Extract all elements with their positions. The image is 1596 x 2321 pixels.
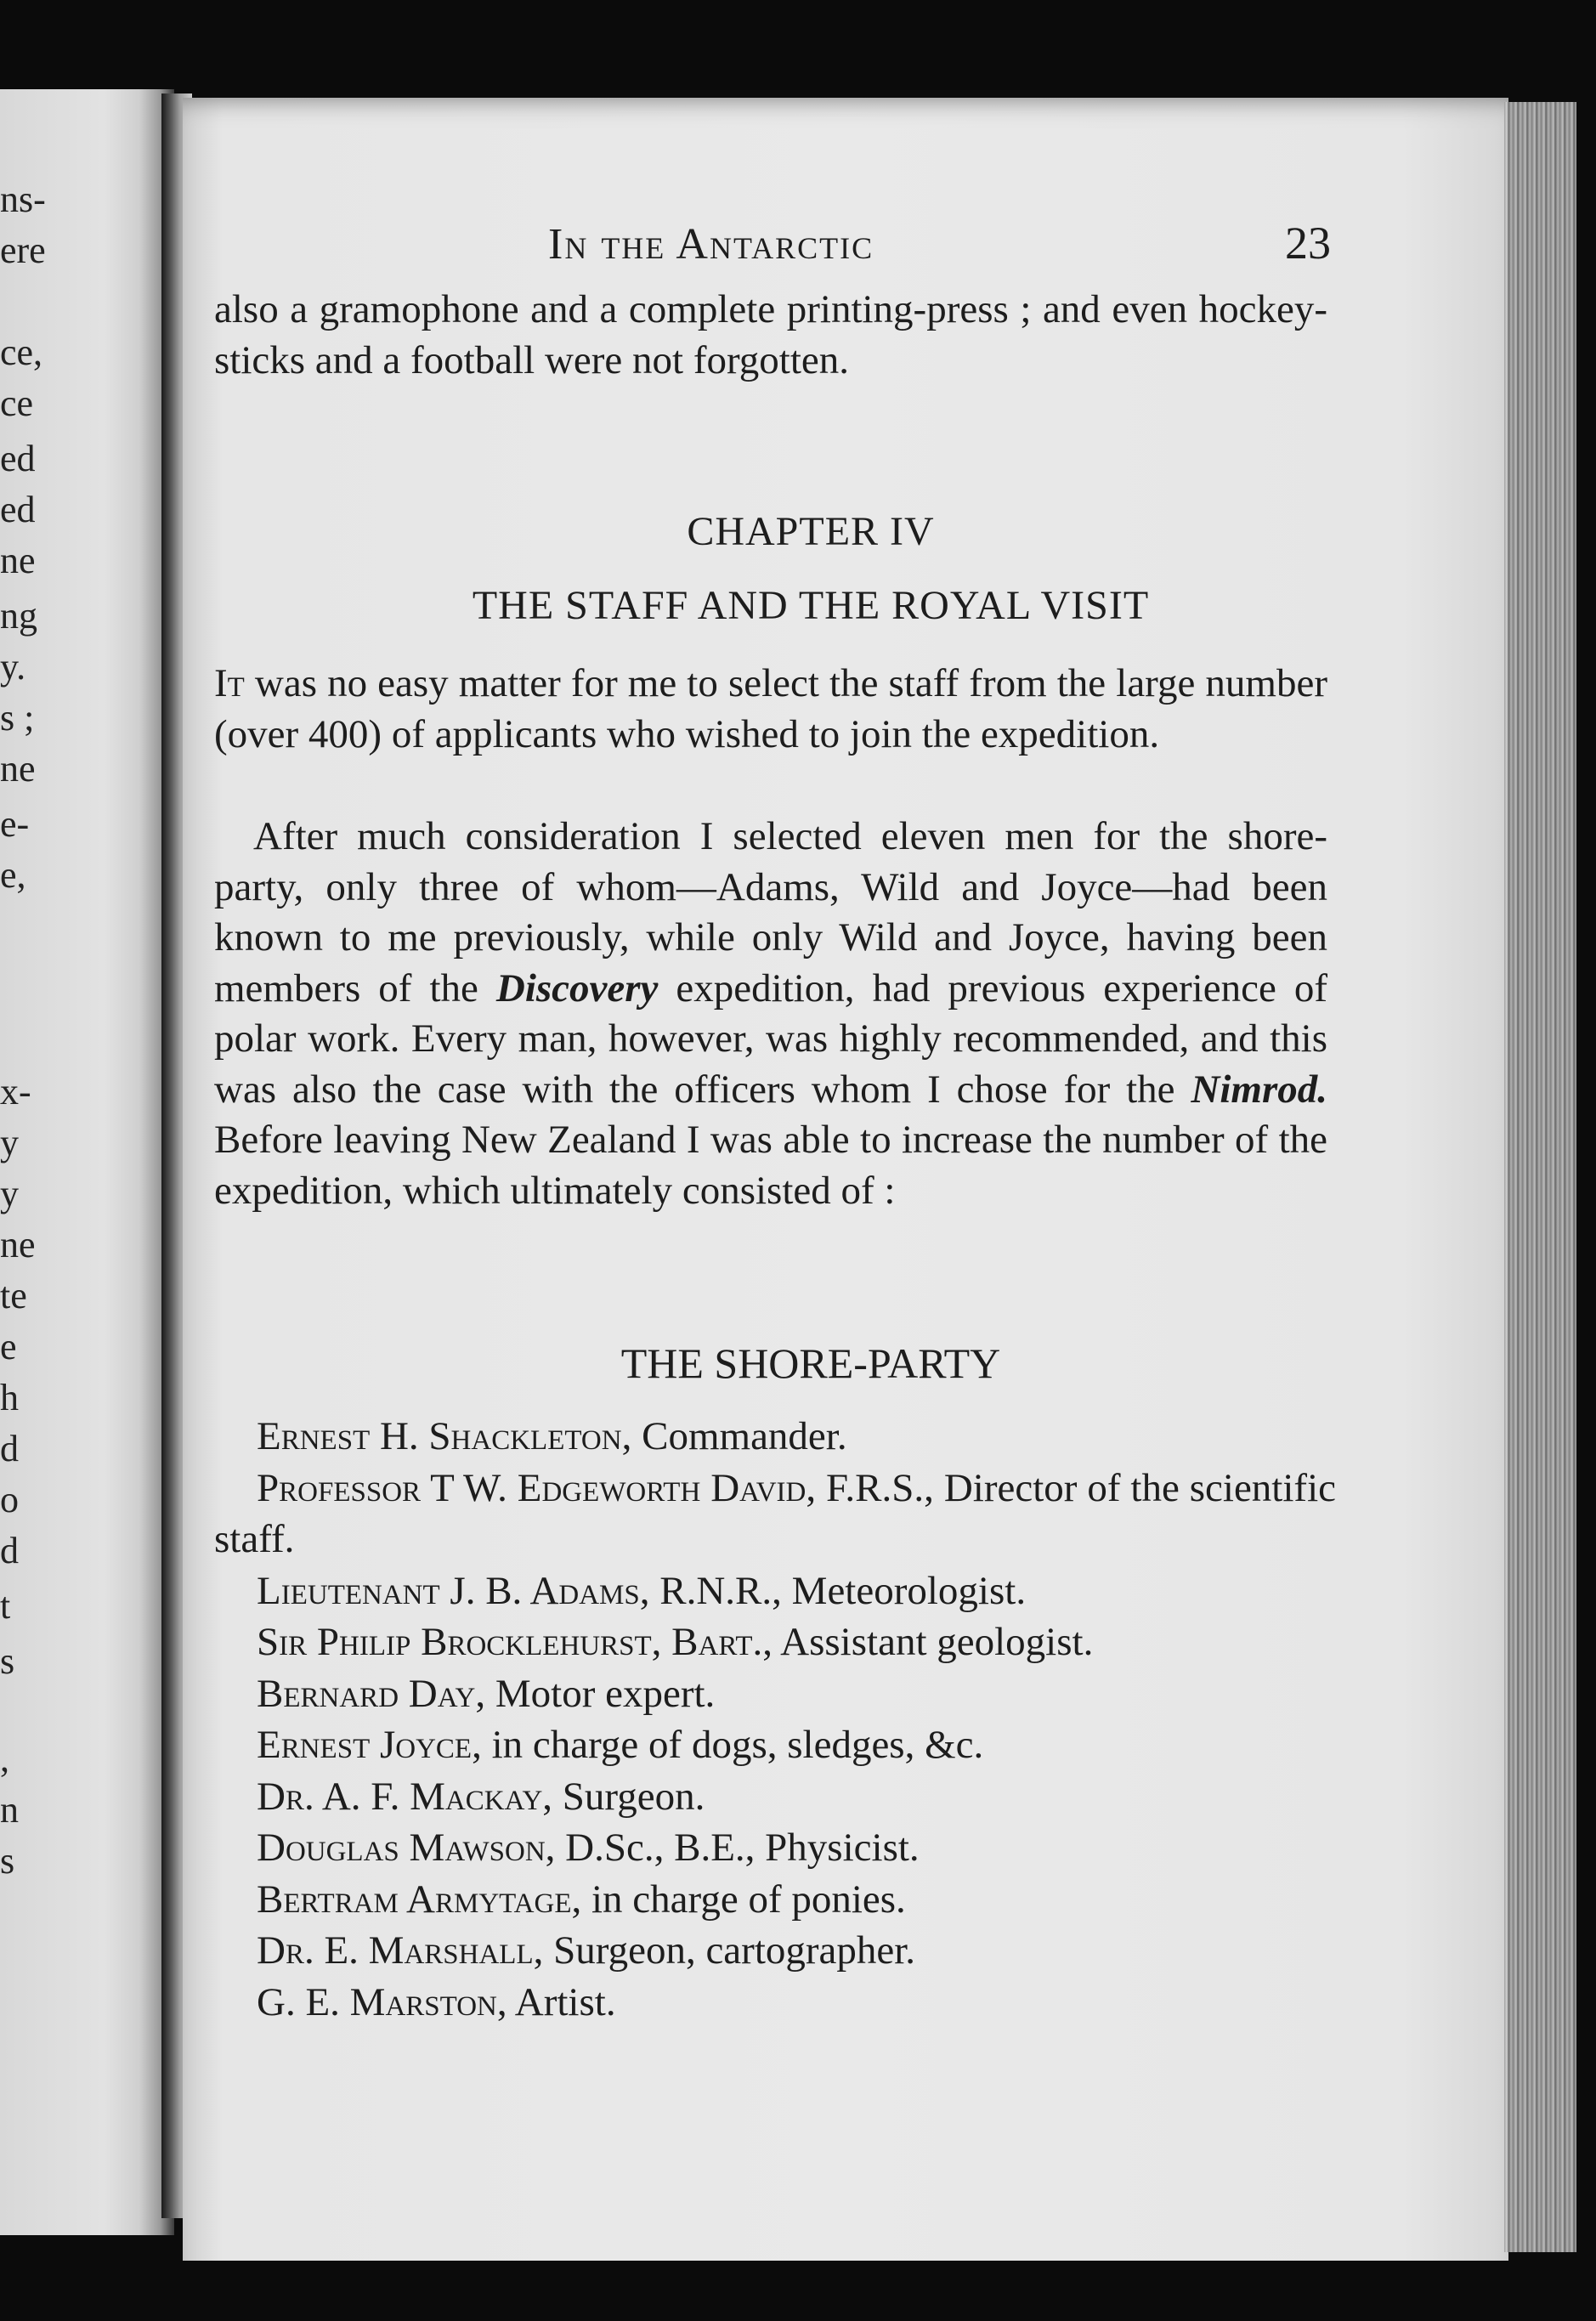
member-role: , Motor expert. — [475, 1671, 716, 1716]
member-role: , R.N.R., Meteorologist. — [639, 1568, 1027, 1613]
running-title: In the Antarctic — [548, 220, 874, 269]
previous-page-fragment: ed — [0, 438, 36, 479]
member-name: Bernard Day — [257, 1671, 476, 1716]
paragraph-lead-word: It — [214, 661, 245, 705]
shore-party-title: THE SHORE-PARTY — [620, 1339, 1001, 1387]
shore-party-member — [214, 1977, 1336, 2029]
member-name: Professor T W. Edgeworth David — [257, 1465, 806, 1510]
shore-party-member — [214, 1668, 1336, 1720]
paragraph-body: was no easy matter for me to select the staff from the large number (over 400) of applicants who wished to join the expedition. — [214, 661, 1327, 756]
ship-name-discovery: Discovery — [495, 965, 659, 1010]
ship-name-nimrod: Nimrod. — [1191, 1067, 1327, 1112]
previous-page-fragment: t — [0, 1585, 11, 1627]
shore-party-list — [214, 1411, 1336, 2028]
shore-party-member — [214, 1771, 1336, 1823]
shore-party-member — [214, 1411, 1336, 1463]
member-name: G. E. Marston — [257, 1979, 497, 2024]
shore-party-member — [214, 1874, 1336, 1926]
previous-page-fragment: , — [0, 1738, 9, 1780]
previous-page-fragment: d — [0, 1530, 19, 1571]
member-name: Dr. E. Marshall — [257, 1928, 534, 1973]
previous-page-fragment: e, — [0, 854, 26, 896]
member-name: Douglas Mawson — [257, 1826, 546, 1870]
member-role: , Surgeon, cartographer. — [533, 1928, 916, 1973]
member-role: , Commander. — [621, 1414, 847, 1458]
previous-page-fragment: n — [0, 1789, 19, 1831]
previous-page-fragment: e- — [0, 803, 30, 845]
chapter-number: CHAPTER IV — [687, 509, 935, 554]
previous-page-fragment: d — [0, 1428, 19, 1469]
previous-page-fragment: ce, — [0, 331, 43, 373]
member-name: Ernest H. Shackleton — [257, 1414, 622, 1458]
chapter-title: THE STAFF AND THE ROYAL VISIT — [472, 583, 1150, 628]
member-name: Ernest Joyce — [257, 1723, 473, 1767]
previous-page-fragment: x- — [0, 1071, 31, 1112]
member-name: Bertram Armytage — [257, 1877, 572, 1922]
previous-page-fragment: ce — [0, 382, 34, 424]
previous-page-fragment: s — [0, 1640, 15, 1682]
shore-party-member — [214, 1822, 1336, 1874]
previous-page-fragment: h — [0, 1377, 19, 1418]
previous-page-fragment: ns- — [0, 178, 46, 220]
previous-page — [0, 89, 174, 2235]
opening-paragraph: also a gramophone and a complete printing-press ; and even hockey-sticks and a football were not forgotten. — [214, 287, 1327, 382]
shore-party-member — [214, 1925, 1336, 1977]
previous-page-fragment: e — [0, 1326, 17, 1367]
member-role: , D.Sc., B.E., Physicist. — [545, 1826, 920, 1870]
shore-party-member — [214, 1565, 1336, 1617]
previous-page-fragment: y. — [0, 646, 26, 688]
paragraph-part-1: After much consideration I selected eleven men for the shore-party, only three of whom—Adams, Wild and Joyce—had been known to me previously, while only Wild and Joyce, having been members of the — [214, 814, 1327, 1010]
previous-page-fragment: s — [0, 1840, 15, 1882]
page-number: 23 — [1285, 218, 1331, 269]
member-role: , in charge of dogs, sledges, &c. — [472, 1723, 984, 1767]
shore-party-member — [214, 1616, 1336, 1668]
previous-page-fragment: y — [0, 1122, 19, 1163]
previous-page-fragment: ne — [0, 748, 36, 790]
previous-page-fragment: ne — [0, 1224, 36, 1265]
paragraph-part-3: Before leaving New Zealand I was able to increase the number of the expedition, which ultimately consisted of : — [214, 1118, 1327, 1213]
previous-page-fragment: te — [0, 1275, 27, 1316]
previous-page-fragment: ed — [0, 489, 36, 530]
previous-page-fragment: ng — [0, 595, 37, 637]
previous-page-fragment: y — [0, 1173, 19, 1214]
shore-party-member — [214, 1719, 1336, 1771]
member-role: , Surgeon. — [542, 1774, 705, 1819]
member-role: , F.R.S., Director of the scientific staff. — [214, 1465, 1336, 1561]
member-role: , in charge of ponies. — [571, 1877, 906, 1922]
paragraph-expedition-members — [214, 812, 1327, 1216]
member-name: Lieutenant J. B. Adams — [257, 1568, 640, 1613]
paragraph-part-2: expedition, had previous experience of polar work. Every man, however, was highly recommended, and this was also the case with the officers whom I chose for the — [214, 965, 1327, 1112]
previous-page-fragment: ne — [0, 540, 36, 581]
member-role: , Artist. — [496, 1979, 616, 2024]
previous-page-fragment: o — [0, 1479, 19, 1520]
background-edge — [1576, 85, 1596, 2321]
member-name: Dr. A. F. Mackay — [257, 1774, 543, 1819]
shore-party-member — [214, 1463, 1336, 1565]
member-name: Sir Philip Brocklehurst, Bart. — [257, 1620, 763, 1664]
paragraph-staff-selection — [214, 659, 1327, 760]
previous-page-fragment: ere — [0, 229, 46, 271]
page-stack-edge — [1504, 102, 1581, 2252]
previous-page-fragment: s ; — [0, 697, 35, 739]
member-role: , Assistant geologist. — [762, 1620, 1094, 1664]
